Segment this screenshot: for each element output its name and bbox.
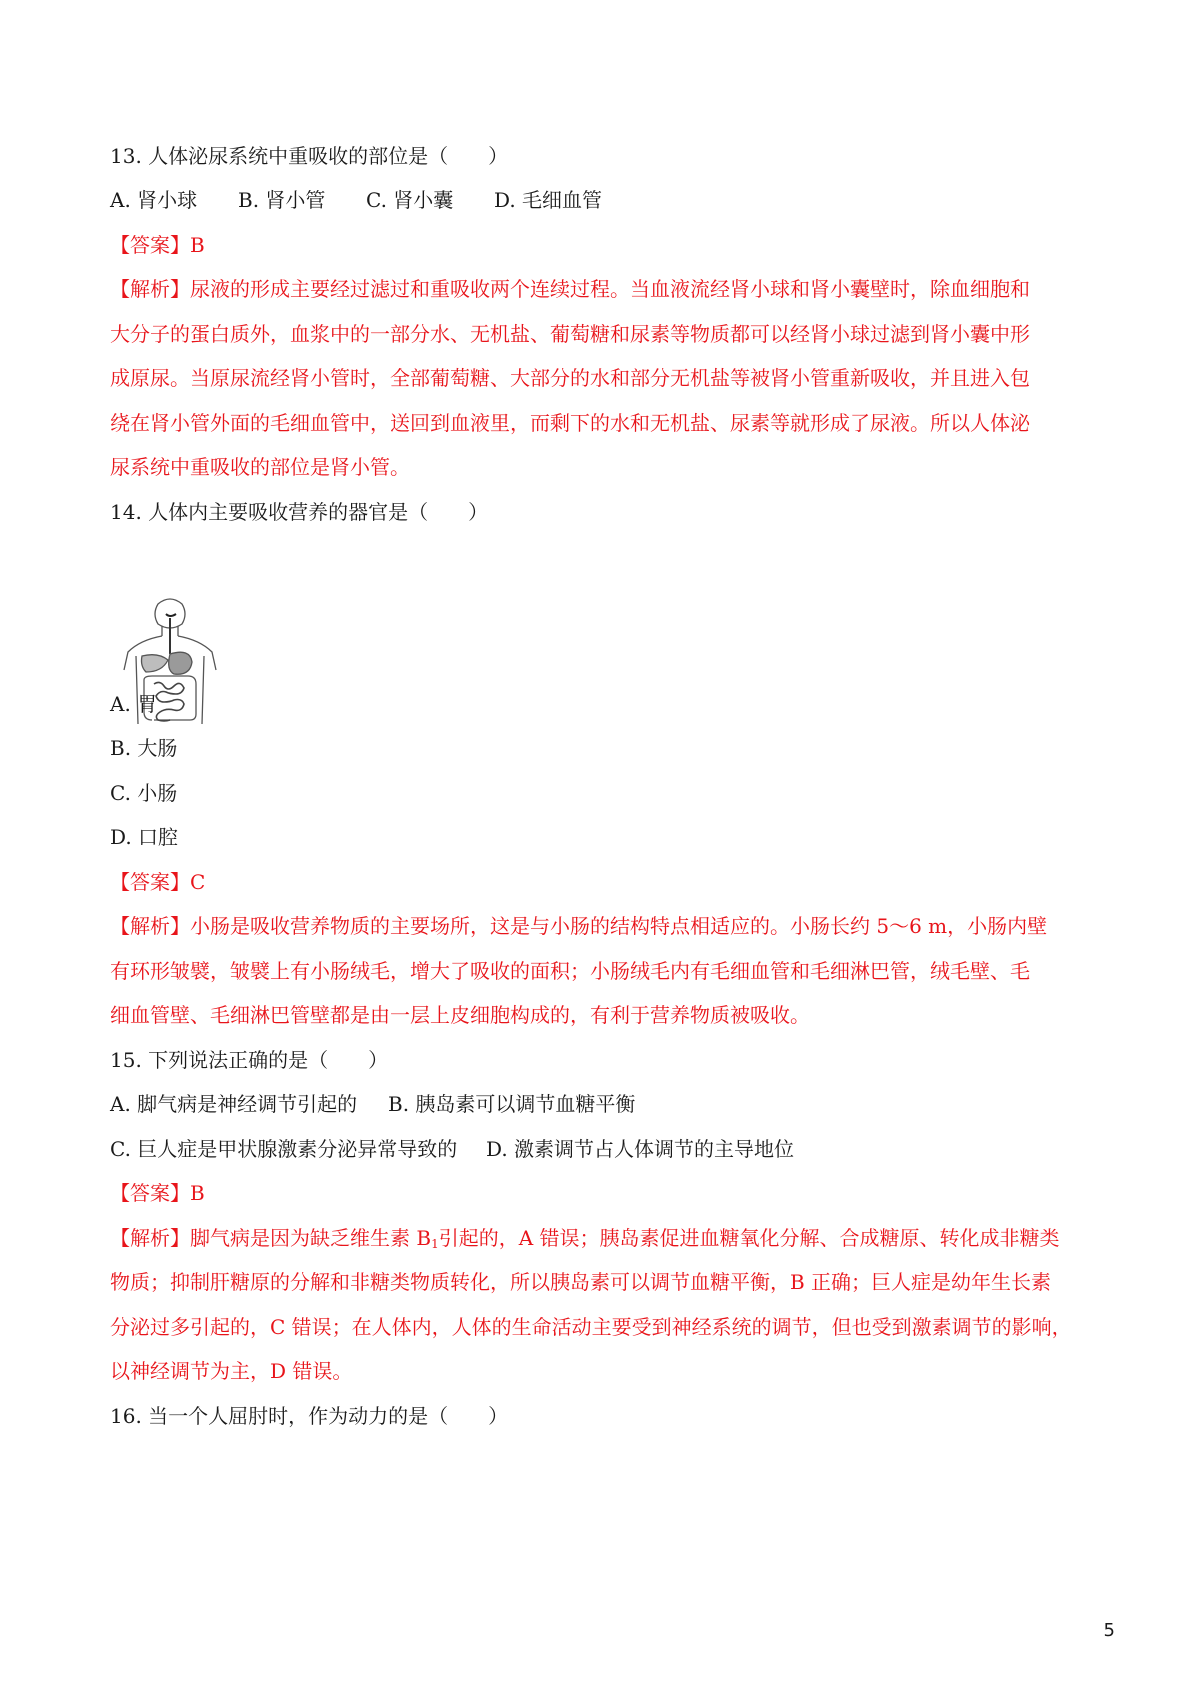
q15-option-b: B. 胰岛素可以调节血糖平衡 <box>388 1092 636 1116</box>
q13-analysis-line-4: 绕在肾小管外面的毛细血管中，送回到血液里，而剩下的水和无机盐、尿素等就形成了尿液。所以人体泌 <box>110 411 1030 435</box>
q15-analysis-line-3: 分泌过多引起的，C 错误；在人体内，人体的生命活动主要受到神经系统的调节，但也受到激素调节的影响， <box>110 1315 1072 1339</box>
q13-analysis-line-5: 尿系统中重吸收的部位是肾小管。 <box>110 455 410 479</box>
q14-analysis-line-3: 细血管壁、毛细淋巴管壁都是由一层上皮细胞构成的，有利于营养物质被吸收。 <box>110 1003 810 1027</box>
q15-analysis-line-1: 【解析】脚气病是因为缺乏维生素 $B_1$引起的，A 错误；胰岛素促进血糖氧化分解、合成糖原、转化成非糖类 <box>110 1226 1060 1251</box>
q13-option-c: C. 肾小囊 <box>366 188 454 212</box>
answer-value: C <box>190 870 206 894</box>
q14-answer <box>110 868 205 896</box>
answer-label: 【答案】 <box>110 870 190 894</box>
q13-analysis-line-2: 大分子的蛋白质外，血浆中的一部分水、无机盐、葡萄糖和尿素等物质都可以经肾小球过滤到肾小囊中形 <box>110 322 1030 346</box>
q14-analysis-line-2: 有环形皱襞，皱襞上有小肠绒毛，增大了吸收的面积；小肠绒毛内有毛细血管和毛细淋巴管，绒毛壁、毛 <box>110 959 1030 983</box>
analysis-label: 【解析】 <box>110 1226 190 1250</box>
q15-options-row-2 <box>110 1135 794 1163</box>
page-number: 5 <box>1103 1620 1115 1641</box>
q14-analysis-line-1: 【解析】小肠是吸收营养物质的主要场所，这是与小肠的结构特点相适应的。小肠长约 5～6 m，小肠内壁 <box>110 914 1048 938</box>
q15-stem: 15. 下列说法正确的是（ ） <box>110 1048 389 1072</box>
q16-stem: 16. 当一个人屈肘时，作为动力的是（ ） <box>110 1404 509 1428</box>
q14-option-d: D. 口腔 <box>110 825 179 849</box>
q14-stem: 14. 人体内主要吸收营养的器官是（ ） <box>110 500 489 524</box>
q15-options-row-1 <box>110 1090 635 1118</box>
q14-option-b: B. 大肠 <box>110 736 178 760</box>
q14-option-c: C. 小肠 <box>110 781 178 805</box>
q13-option-d: D. 毛细血管 <box>494 188 603 212</box>
answer-value: B <box>190 1181 205 1205</box>
answer-value: B <box>190 233 205 257</box>
q13-analysis-line-3: 成原尿。当原尿流经肾小管时，全部葡萄糖、大部分的水和部分无机盐等被肾小管重新吸收，并且进入包 <box>110 366 1030 390</box>
q13-options <box>110 186 602 214</box>
q13-answer <box>110 231 205 259</box>
q15-analysis-line-4: 以神经调节为主，D 错误。 <box>110 1359 353 1383</box>
q13-analysis-line-1: 【解析】尿液的形成主要经过滤过和重吸收两个连续过程。当血液流经肾小球和肾小囊壁时，除血细胞和 <box>110 277 1030 301</box>
analysis-label: 【解析】 <box>110 277 190 301</box>
q15-option-a: A. 脚气病是神经调节引起的 <box>110 1092 358 1116</box>
q13-stem: 13. 人体泌尿系统中重吸收的部位是（ ） <box>110 144 509 168</box>
q15-option-c: C. 巨人症是甲状腺激素分泌异常导致的 <box>110 1137 458 1161</box>
q15-answer <box>110 1179 205 1207</box>
answer-label: 【答案】 <box>110 233 190 257</box>
q15-option-d: D. 激素调节占人体调节的主导地位 <box>486 1137 795 1161</box>
q14-option-a: A. 胃 <box>110 692 158 716</box>
q15-analysis-line-2: 物质；抑制肝糖原的分解和非糖类物质转化，所以胰岛素可以调节血糖平衡，B 正确；巨人症是幼年生长素 <box>110 1270 1052 1294</box>
analysis-label: 【解析】 <box>110 914 190 938</box>
q13-option-a: A. 肾小球 <box>110 188 198 212</box>
q13-option-b: B. 肾小管 <box>238 188 326 212</box>
subscript: 1 <box>431 1237 439 1251</box>
answer-label: 【答案】 <box>110 1181 190 1205</box>
